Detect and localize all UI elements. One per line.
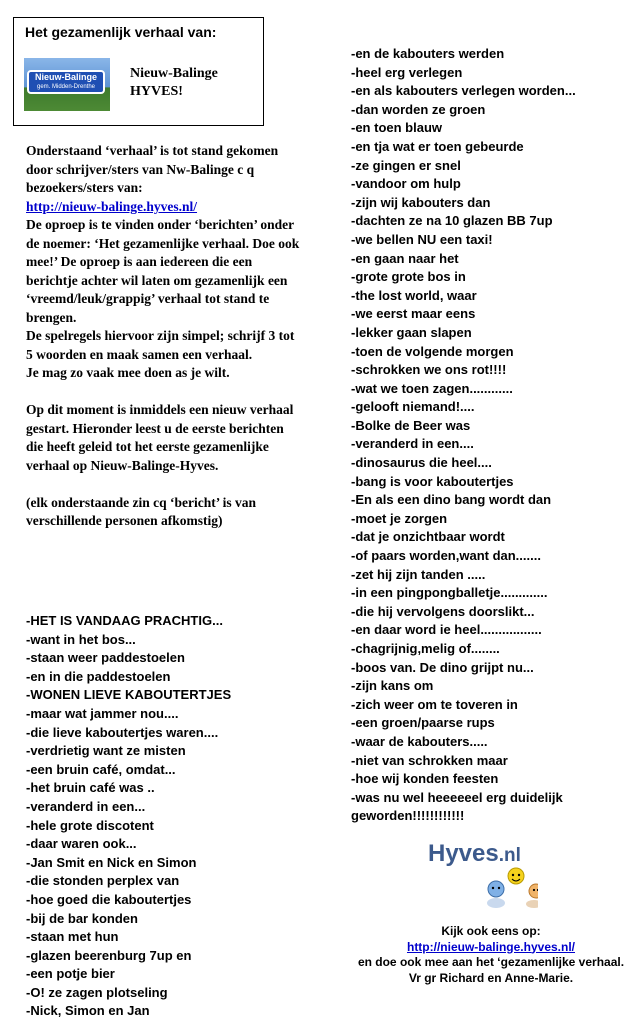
story-line: -niet van schrokken maar [351,752,508,768]
story-line: -die lieve kaboutertjes waren.... [26,724,219,740]
story-line: -zijn kans om [351,678,434,694]
story-line: -gelooft niemand!.... [351,399,475,415]
story-line: -waar de kabouters..... [351,733,488,749]
story-line: -hoe goed die kaboutertjes [26,891,192,907]
story-line: -we bellen NU een taxi! [351,231,493,247]
story-line: -en als kabouters verlegen worden... [351,83,576,99]
story-line: -bang is voor kaboutertjes [351,473,514,489]
hyves-suffix: .nl [498,845,521,866]
story-line: -bij de bar konden [26,910,138,926]
story-line: -WONEN LIEVE KABOUTERTJES [26,687,232,703]
story-line: -moet je zorgen [351,510,448,526]
story-line: -en gaan naar het [351,250,459,266]
footer [355,924,627,986]
story-line: -grote grote bos in [351,269,466,285]
story-line: -zet hij zijn tanden ..... [351,566,486,582]
story-line: -Nick, Simon en Jan [26,1003,150,1019]
footer-line-2: en doe ook mee aan het ‘gezamenlijke verhaal. [357,955,625,969]
story-line: -the lost world, waar [351,287,477,303]
intro-paragraph-1: Onderstaand ‘verhaal’ is tot stand gekomen door schrijver/sters van Nw-Balinge c q bezoekers/sters van: [26,143,279,195]
village-sign-text: Nieuw-Balinge [34,72,97,82]
story-line: -vandoor om hulp [351,176,461,192]
story-line: -hoe wij konden feesten [351,771,499,787]
story-line: -die hij vervolgens doorslikt... [351,603,535,619]
community-name [130,65,218,101]
story-list-right [351,45,640,826]
story-list-left [26,612,231,1021]
story-line: -zijn wij kabouters dan [351,194,491,210]
intro-paragraph-4: Je mag zo vaak mee doen as je wilt. [26,365,230,380]
community-name-line1: Nieuw-Balinge [130,66,218,81]
hyves-people-icon [428,840,538,910]
story-line: -HET IS VANDAAG PRACHTIG... [26,613,223,628]
intro-paragraph-5: Op dit moment is inmiddels een nieuw verhaal gestart. Hieronder leest u de eerste berichten die heeft geleid tot het eerste gezamenlijke verhaal op Nieuw-Balinge-Hyves. [26,402,294,473]
story-line: -die stonden perplex van [26,873,180,889]
story-line: -het bruin café was .. [26,780,155,796]
intro-paragraph-3: De spelregels hiervoor zijn simpel; schrijf 3 tot 5 woorden en maak samen een verhaal. [26,328,295,362]
footer-hyves-link[interactable]: http://nieuw-balinge.hyves.nl/ [406,939,575,954]
hyves-word: Hyves [428,840,499,867]
footer-line-1: Kijk ook eens op: [441,924,541,938]
story-line: -want in het bos... [26,631,136,647]
intro-hyves-link[interactable]: http://nieuw-balinge.hyves.nl/ [26,198,198,214]
footer-signature: Vr gr Richard en Anne-Marie. [408,970,574,985]
intro-paragraph-2: De oproep is te vinden onder ‘berichten’ onder de noemer: ‘Het gezamenlijke verhaal. Doe ook mee!’ De oproep is aan iedereen die een berichtje achter wil laten om gezamenlijk een ‘vreemd/leuk/grappig’ verhaal tot stand te brengen. [26,217,300,325]
story-line: -dinosaurus die heel.... [351,455,492,471]
story-line: -glazen beerenburg 7up en [26,947,192,963]
story-line: -lekker gaan slapen [351,324,472,340]
story-line: -dan worden ze groen [351,101,486,117]
story-line: -hele grote discotent [26,817,154,833]
story-line: -ze gingen er snel [351,157,461,173]
story-line: -en toen blauw [351,120,442,136]
story-line: -O! ze zagen plotseling [26,984,168,1000]
story-line: -daar waren ook... [26,836,137,852]
story-line: -verdrietig want ze misten [26,743,186,759]
story-line: -staan met hun [26,929,119,945]
story-line: -zich weer om te toveren in [351,696,518,712]
story-line: -Bolke de Beer was [351,417,471,433]
hyves-logo [428,840,538,910]
story-line: -wat we toen zagen............ [351,380,513,396]
community-name-line2: HYVES! [130,84,183,99]
story-line: -een groen/paarse rups [351,715,495,731]
story-line: -dachten ze na 10 glazen BB 7up [351,213,553,229]
story-line: -En als een dino bang wordt dan [351,492,552,508]
story-line: -en daar word ie heel................. [351,622,542,638]
title-heading: Het gezamenlijk verhaal van: [25,24,217,40]
village-sign-photo [24,58,110,111]
story-line: -of paars worden,want dan....... [351,548,541,564]
intro-text [26,142,302,531]
story-line: -en de kabouters werden [351,46,505,61]
story-line: -boos van. De dino grijpt nu... [351,659,534,675]
story-line: -veranderd in een... [26,798,146,814]
story-line: -veranderd in een.... [351,436,474,452]
story-line: -en tja wat er toen gebeurde [351,138,524,154]
intro-paragraph-6: (elk onderstaande zin cq ‘bericht’ is van verschillende personen afkomstig) [26,494,256,528]
title-box [13,17,264,126]
story-line: -en in die paddestoelen [26,668,171,684]
village-sign-plate [27,70,105,94]
story-line: -in een pingpongballetje............. [351,585,548,601]
story-line: -heel erg verlegen [351,64,463,80]
story-line: -schrokken we ons rot!!!! [351,362,507,378]
story-line: -een bruin café, omdat... [26,761,176,777]
village-sign-subtext: gem. Midden-Drenthe [36,84,96,90]
story-line: -chagrijnig,melig of........ [351,641,500,656]
story-line: -Jan Smit en Nick en Simon [26,854,197,870]
story-line: -maar wat jammer nou.... [26,705,179,721]
story-line: -was nu wel heeeeeel erg duidelijk geworden!!!!!!!!!!!! [351,789,563,824]
story-line: -we eerst maar eens [351,306,476,322]
story-line: -staan weer paddestoelen [26,650,185,666]
story-line: -een potje bier [26,966,115,982]
story-line: -toen de volgende morgen [351,343,514,359]
story-line: -dat je onzichtbaar wordt [351,529,505,545]
